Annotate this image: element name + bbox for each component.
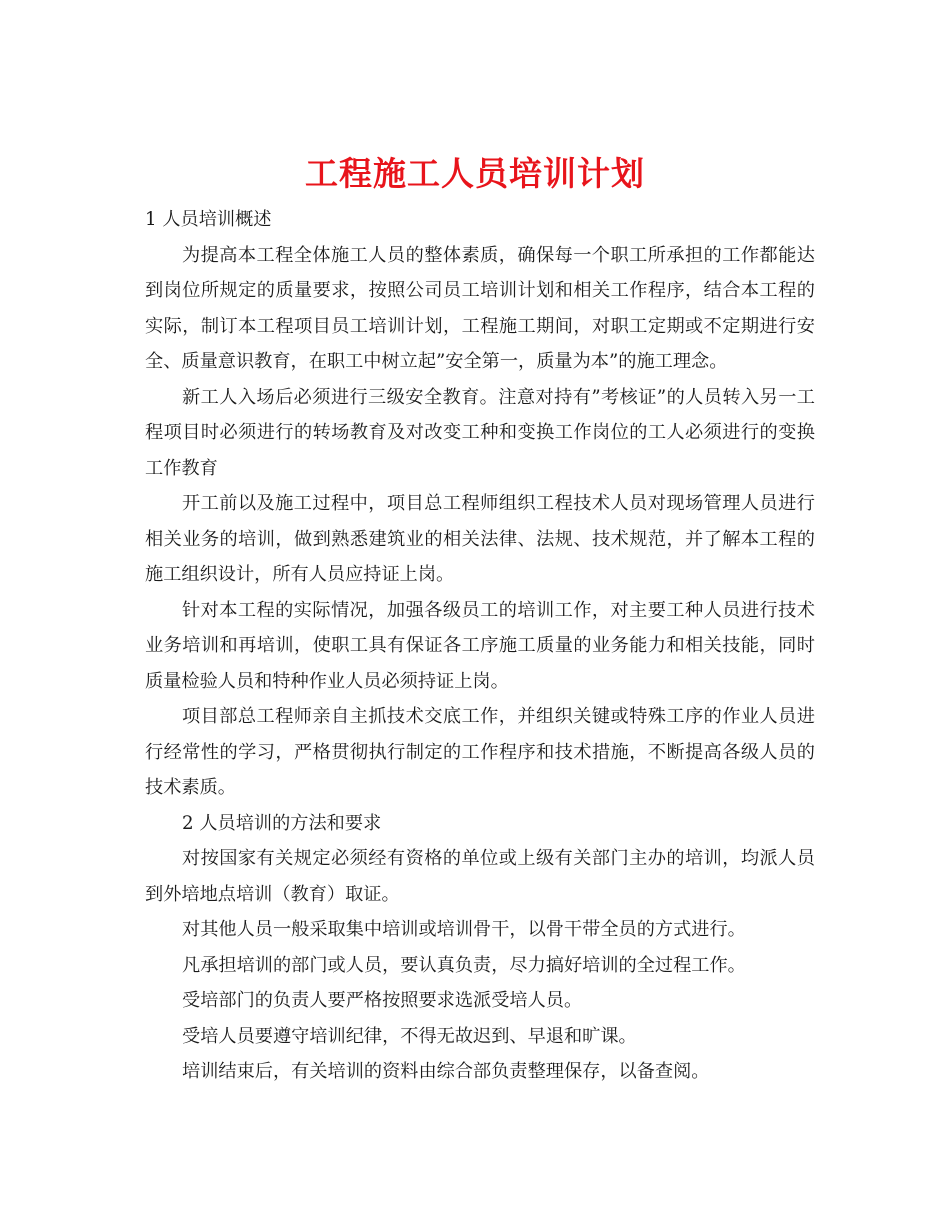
paragraph: 对按国家有关规定必须经有资格的单位或上级有关部门主办的培训，均派人员到外培地点培训（教育）取证。 — [145, 848, 815, 905]
paragraph: 项目部总工程师亲自主抓技术交底工作，并组织关键或特殊工序的作业人员进行经常性的学习，严格贯彻执行制定的工作程序和技术措施，不断提高各级人员的技术素质。 — [145, 706, 815, 798]
page-title: 工程施工人员培训计划 — [305, 154, 645, 194]
paragraph: 受培人员要遵守培训纪律，不得无故迟到、早退和旷课。 — [182, 1025, 637, 1047]
paragraph: 为提高本工程全体施工人员的整体素质，确保每一个职工所承担的工作都能达到岗位所规定的质量要求，按照公司员工培训计划和相关工作程序，结合本工程的实际，制订本工程项目员工培训计划，工程施工期间，对职工定期或不定期进行安全、质量意识教育，在职工中树立起”安全第一，质量为本”的施工理念。 — [145, 244, 815, 372]
paragraph: 对其他人员一般采取集中培训或培训骨干，以骨干带全员的方式进行。 — [182, 919, 746, 940]
paragraph: 针对本工程的实际情况，加强各级员工的培训工作，对主要工种人员进行技术业务培训和再培训，使职工具有保证各工序施工质量的业务能力和相关技能，同时质量检验人员和特种作业人员必须持证上岗。 — [145, 599, 815, 692]
document-body — [145, 202, 815, 1090]
section-heading-2: 2 人员培训的方法和要求 — [182, 812, 382, 834]
paragraph: 开工前以及施工过程中，项目总工程师组织工程技术人员对现场管理人员进行相关业务的培训，做到熟悉建筑业的相关法律、法规、技术规范，并了解本工程的施工组织设计，所有人员应持证上岗。 — [145, 493, 815, 585]
paragraph: 新工人入场后必须进行三级安全教育。注意对持有”考核证”的人员转入另一工程项目时必须进行的转场教育及对改变工种和变换工作岗位的工人必须进行的变换工作教育 — [145, 386, 815, 479]
section-heading-1: 1 人员培训概述 — [145, 209, 272, 230]
paragraph: 培训结束后，有关培训的资料由综合部负责整理保存，以备查阅。 — [182, 1061, 710, 1082]
paragraph: 受培部门的负责人要严格按照要求选派受培人员。 — [182, 990, 583, 1011]
paragraph: 凡承担培训的部门或人员，要认真负责，尽力搞好培训的全过程工作。 — [182, 954, 746, 976]
